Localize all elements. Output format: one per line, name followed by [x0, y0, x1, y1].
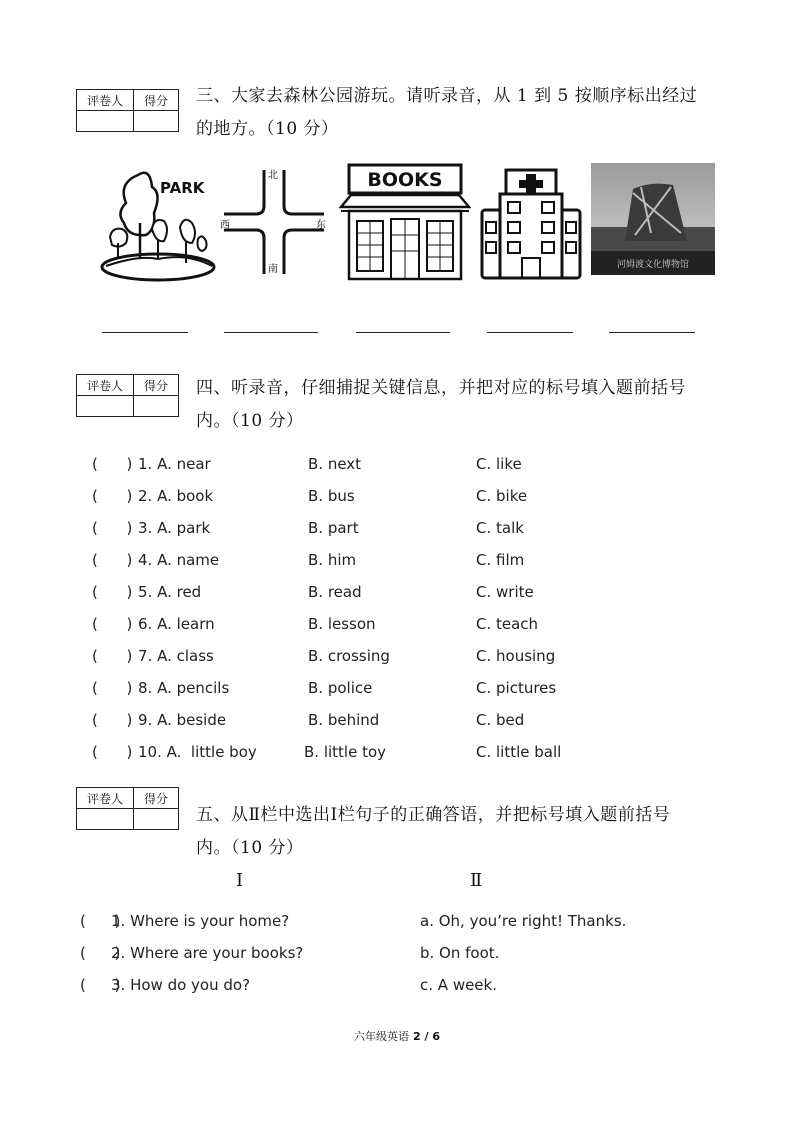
answer-paren[interactable]: ( )	[92, 647, 133, 665]
answer-blank-1[interactable]	[102, 332, 188, 333]
option-a: 3. A. park	[138, 519, 211, 537]
option-a: 5. A. red	[138, 583, 202, 601]
answer-paren[interactable]: ( )	[92, 615, 133, 633]
option-b: B. next	[308, 455, 362, 473]
answer-paren[interactable]: ( )	[92, 519, 133, 537]
answer-paren[interactable]: ( )	[92, 487, 133, 505]
answer-option: a. Oh, you’re right! Thanks.	[420, 912, 627, 930]
answer-option: b. On foot.	[420, 944, 500, 962]
section3-title-line2: 的地方。（10 分）	[196, 119, 339, 139]
answer-paren[interactable]: ( )	[92, 583, 133, 601]
option-b: B. him	[308, 551, 357, 569]
answer-blank-5[interactable]	[609, 332, 695, 333]
option-a: 7. A. class	[138, 647, 214, 665]
answer-paren[interactable]: ( )	[92, 711, 133, 729]
option-a: 1. A. near	[138, 455, 211, 473]
option-c: C. teach	[476, 615, 539, 633]
page-number: 2 / 6	[413, 1030, 440, 1043]
crossroads-icon	[220, 166, 328, 278]
grader-label: 评卷人	[77, 788, 134, 809]
score-box	[76, 787, 179, 830]
score-cell[interactable]	[134, 809, 179, 830]
option-b: B. crossing	[308, 647, 390, 665]
question-text: 3. How do you do?	[111, 976, 251, 994]
option-b: B. behind	[308, 711, 380, 729]
option-b: B. police	[308, 679, 373, 697]
option-b: B. read	[308, 583, 362, 601]
score-label: 得分	[134, 788, 179, 809]
park-label: PARK	[160, 179, 205, 197]
section4-title	[196, 372, 686, 438]
section4-title-line2: 内。（10 分）	[196, 411, 304, 431]
answer-blank-3[interactable]	[356, 332, 450, 333]
park-icon	[98, 163, 220, 285]
east-label: 东	[316, 220, 326, 231]
hospital-icon	[478, 166, 584, 282]
option-c: C. bike	[476, 487, 528, 505]
section3-title	[196, 80, 697, 146]
score-cell[interactable]	[134, 396, 179, 417]
answer-paren[interactable]: ( )	[92, 455, 133, 473]
west-label: 西	[220, 220, 230, 231]
option-a: 4. A. name	[138, 551, 220, 569]
question-text: 2. Where are your books?	[111, 944, 304, 962]
column-i-header: Ⅰ	[236, 870, 244, 891]
bookstore-icon	[339, 163, 471, 283]
grader-label: 评卷人	[77, 90, 134, 111]
books-sign: BOOKS	[367, 169, 443, 191]
answer-paren[interactable]: ( )	[92, 743, 133, 761]
option-c: C. talk	[476, 519, 524, 537]
museum-caption: 河姆渡文化博物馆	[616, 260, 690, 270]
option-c: C. housing	[476, 647, 556, 665]
grader-cell[interactable]	[77, 396, 134, 417]
option-a: 9. A. beside	[138, 711, 227, 729]
footer-subject: 六年级英语	[354, 1030, 409, 1043]
section5-title-line1: 五、从Ⅱ栏中选出Ⅰ栏句子的正确答语，并把标号填入题前括号	[196, 805, 671, 825]
answer-paren[interactable]: ( )	[80, 912, 121, 930]
answer-paren[interactable]: ( )	[80, 976, 121, 994]
option-a: 2. A. book	[138, 487, 214, 505]
option-c: C. bed	[476, 711, 525, 729]
option-b: B. little toy	[304, 743, 387, 761]
museum-photo	[591, 163, 715, 275]
page-footer	[0, 1028, 794, 1044]
question-text: 1. Where is your home?	[111, 912, 290, 930]
score-label: 得分	[134, 375, 179, 396]
option-b: B. lesson	[308, 615, 376, 633]
option-c: C. little ball	[476, 743, 562, 761]
section5-title-line2: 内。（10 分）	[196, 838, 304, 858]
option-b: B. bus	[308, 487, 355, 505]
option-c: C. pictures	[476, 679, 557, 697]
score-box	[76, 374, 179, 417]
column-ii-header: Ⅱ	[470, 870, 483, 891]
option-a: 8. A. pencils	[138, 679, 230, 697]
grader-cell[interactable]	[77, 111, 134, 132]
option-c: C. write	[476, 583, 534, 601]
answer-paren[interactable]: ( )	[80, 944, 121, 962]
north-label: 北	[268, 170, 278, 181]
score-label: 得分	[134, 90, 179, 111]
section4-title-line1: 四、听录音，仔细捕捉关键信息，并把对应的标号填入题前括号	[196, 378, 686, 398]
answer-blank-4[interactable]	[487, 332, 573, 333]
grader-label: 评卷人	[77, 375, 134, 396]
option-b: B. part	[308, 519, 359, 537]
score-box	[76, 89, 179, 132]
option-c: C. film	[476, 551, 525, 569]
score-cell[interactable]	[134, 111, 179, 132]
answer-paren[interactable]: ( )	[92, 551, 133, 569]
south-label: 南	[268, 264, 278, 275]
answer-blank-2[interactable]	[224, 332, 318, 333]
option-a: 10. A. little boy	[138, 743, 257, 761]
answer-paren[interactable]: ( )	[92, 679, 133, 697]
answer-option: c. A week.	[420, 976, 497, 994]
section5-title	[196, 799, 670, 865]
section3-title-line1: 三、大家去森林公园游玩。请听录音，从 1 到 5 按顺序标出经过	[196, 86, 698, 106]
option-a: 6. A. learn	[138, 615, 215, 633]
option-c: C. like	[476, 455, 522, 473]
grader-cell[interactable]	[77, 809, 134, 830]
